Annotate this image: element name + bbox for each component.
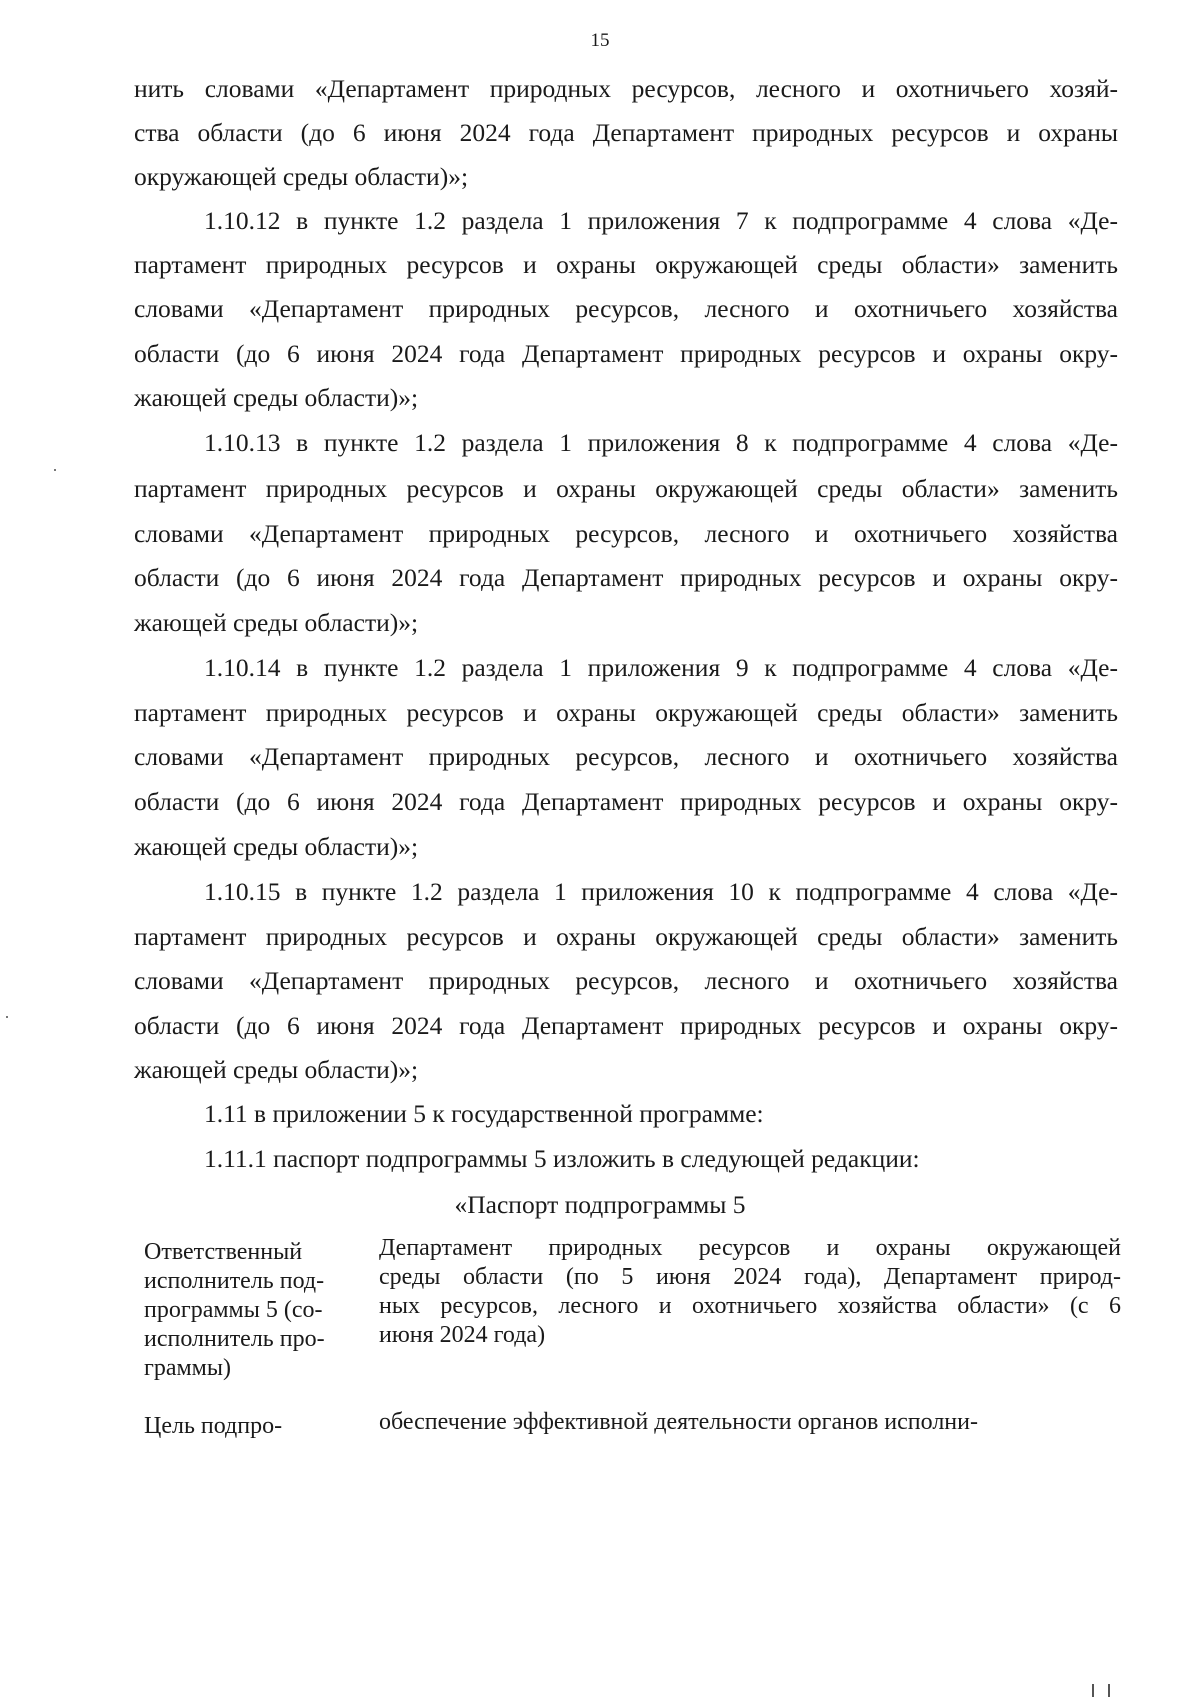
body-line: ства области (до 6 июня 2024 года Департамент природных ресурсов и охраны (134, 118, 1118, 147)
body-line: партамент природных ресурсов и охраны окружающей среды области» заменить (134, 474, 1118, 503)
passport-value-line: среды области (по 5 июня 2024 года), Департамент природ- (379, 1264, 1121, 1290)
body-line: жающей среды области)»; (134, 608, 419, 637)
body-line: партамент природных ресурсов и охраны окружающей среды области» заменить (134, 250, 1118, 279)
passport-title: «Паспорт подпрограммы 5 (454, 1190, 746, 1219)
body-line: словами «Департамент природных ресурсов, лесного и охотничьего хозяйства (134, 966, 1118, 995)
body-line: 1.10.13 в пункте 1.2 раздела 1 приложения 8 к подпрограмме 4 слова «Де- (204, 428, 1118, 457)
passport-value-line: ных ресурсов, лесного и охотничьего хозяйства области» (с 6 (379, 1293, 1121, 1319)
body-line: словами «Департамент природных ресурсов, лесного и охотничьего хозяйства (134, 294, 1118, 323)
passport-label-line: Цель подпро- (144, 1413, 283, 1439)
body-line: словами «Департамент природных ресурсов, лесного и охотничьего хозяйства (134, 742, 1118, 771)
scan-speck (54, 469, 56, 471)
passport-value-line: июня 2024 года) (379, 1322, 546, 1348)
body-line: жающей среды области)»; (134, 1055, 419, 1084)
body-line: жающей среды области)»; (134, 383, 419, 412)
body-line: 1.11 в приложении 5 к государственной программе: (204, 1099, 764, 1128)
body-line: области (до 6 июня 2024 года Департамент природных ресурсов и охраны окру- (134, 1011, 1118, 1040)
passport-label-line: граммы) (144, 1355, 231, 1381)
scan-corner-mark (1092, 1684, 1110, 1697)
page-number: 15 (590, 30, 610, 51)
passport-value-line: обеспечение эффективной деятельности органов исполни- (379, 1409, 978, 1435)
body-line: нить словами «Департамент природных ресурсов, лесного и охотничьего хозяй- (134, 74, 1118, 103)
body-line: 1.10.12 в пункте 1.2 раздела 1 приложения 7 к подпрограмме 4 слова «Де- (204, 206, 1118, 235)
body-line: области (до 6 июня 2024 года Департамент природных ресурсов и охраны окру- (134, 563, 1118, 592)
passport-label-line: исполнитель про- (144, 1326, 325, 1352)
scan-speck (6, 1016, 8, 1018)
body-line: партамент природных ресурсов и охраны окружающей среды области» заменить (134, 698, 1118, 727)
body-line: партамент природных ресурсов и охраны окружающей среды области» заменить (134, 922, 1118, 951)
passport-label-line: Ответственный (144, 1239, 303, 1265)
body-line: области (до 6 июня 2024 года Департамент природных ресурсов и охраны окру- (134, 339, 1118, 368)
body-line: 1.11.1 паспорт подпрограммы 5 изложить в следующей редакции: (204, 1144, 920, 1173)
body-line: области (до 6 июня 2024 года Департамент природных ресурсов и охраны окру- (134, 787, 1118, 816)
body-line: словами «Департамент природных ресурсов, лесного и охотничьего хозяйства (134, 519, 1118, 548)
body-line: жающей среды области)»; (134, 832, 419, 861)
body-line: 1.10.15 в пункте 1.2 раздела 1 приложения 10 к подпрограмме 4 слова «Де- (204, 877, 1118, 906)
passport-label-line: программы 5 (со- (144, 1297, 323, 1323)
passport-label-line: исполнитель под- (144, 1268, 325, 1294)
passport-value-line: Департамент природных ресурсов и охраны окружающей (379, 1235, 1121, 1261)
body-line: 1.10.14 в пункте 1.2 раздела 1 приложения 9 к подпрограмме 4 слова «Де- (204, 653, 1118, 682)
body-line: окружающей среды области)»; (134, 162, 469, 191)
